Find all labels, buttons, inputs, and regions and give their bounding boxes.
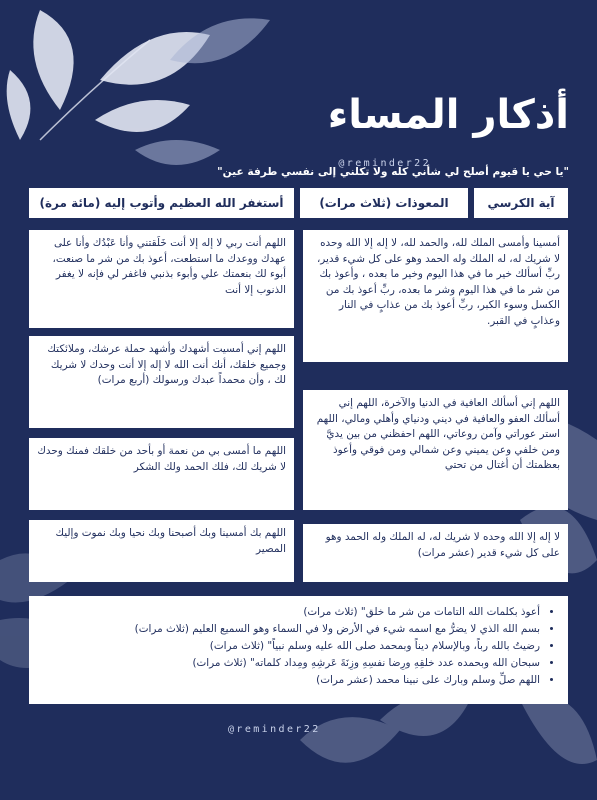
leaf-shape (135, 140, 220, 165)
leaf-shape (95, 100, 190, 132)
card-left-2: اللهم إني أمسيت أشهدك وأشهد حملة عرشك، وملائكتك وجميع خلقك، أنك أنت الله لا إله إلا أنت وحدك لا شريك لك ، وأن محمداً عبدك ورسولك (أربع مرات) (29, 336, 294, 428)
leaf-shape (33, 10, 73, 110)
page-title: أذكار المساء (327, 92, 569, 138)
card-right-2: اللهم إني أسألك العافية في الدنيا والآخرة، اللهم إني أسألك العفو والعافية في ديني ودنياي وأهلي ومالي، اللهم استر عوراتي وآمن روعاتي، اللهم احفظني من بين يديَّ ومن خلفي وعن يميني وعن شمالي ومن فوقي وأعوذ بعظمتك أن أغتال من تحتي (303, 390, 568, 510)
tab-istighfar: أستغفر الله العظيم وأتوب إليه (مائة مرة) (29, 188, 294, 218)
leaf-shape (7, 70, 31, 140)
card-left-3: اللهم ما أمسى بي من نعمة أو بأحد من خلقك فمنك وحدك لا شريك لك، فلك الحمد ولك الشكر (29, 438, 294, 510)
tab-ayat-alkursi: آية الكرسي (474, 188, 568, 218)
card-left-4: اللهم بك أمسينا وبك أصبحنا وبك نحيا وبك نموت وإليك المصير (29, 520, 294, 582)
list-item: • رضيتُ بالله رباً، وبالإسلام ديناً وبمحمد صلى الله عليه وسلم نبياً" (ثلاث مرات) (39, 638, 540, 655)
card-right-1: أمسينا وأمسى الملك لله، والحمد لله، لا إله إلا الله وحده لا شريك له، له الملك وله الحمد وهو على كل شيء قدير، ربِّ أسألك خير ما في هذا اليوم وخير ما بعده ، وأعوذ بك من شر ما في هذا اليوم وشر ما بعده، ربِّ أعوذ بك من الكسل وسوء الكبر، ربِّ أعوذ بك من عذابٍ في النار وعذابٍ في القبر. (303, 230, 568, 362)
quote-text: "يا حي يا قيوم أصلح لي شأني كله ولا تكلني إلى نفسي طرفة عين" (217, 166, 569, 178)
dhikr-list (39, 604, 558, 689)
bottom-list-card (29, 596, 568, 704)
handle-top: @reminder22 (338, 158, 431, 169)
list-item: • سبحان الله وبحمده عدد خلقِهِ ورِضا نفسِهِ وزِنَةَ عَرشِهِ ومِداد كلماته" (ثلاث مرات) (39, 655, 540, 672)
leaf-shape (520, 696, 597, 764)
card-left-1: اللهم أنت ربي لا إله إلا أنت خَلَقتني وأنا عَبْدُك وأنا على عهدك ووعدك ما استطعت، أعوذ بك من شر ما صنعت، أبوء لك بنعمتك علي وأبوء بذنبي فاغفر لي فإنه لا يغفر الذنوب إلا أنت (29, 230, 294, 328)
tab-muawwidhat: المعوذات (ثلاث مرات) (300, 188, 468, 218)
list-item: • بسم الله الذي لا يضرُّ مع اسمه شيء في الأرض ولا في السماء وهو السميع العليم (ثلاث مرات) (39, 621, 540, 638)
handle-bottom: @reminder22 (228, 724, 321, 735)
list-item: • اللهم صلِّ وسلم وبارك على نبينا محمد (عشر مرات) (39, 672, 540, 689)
card-right-3: لا إله إلا الله وحده لا شريك له، له الملك وله الحمد وهو على كل شيء قدير (عشر مرات) (303, 524, 568, 582)
list-item: • أعوذ بكلمات الله التامات من شر ما خلق" (ثلاث مرات) (39, 604, 540, 621)
